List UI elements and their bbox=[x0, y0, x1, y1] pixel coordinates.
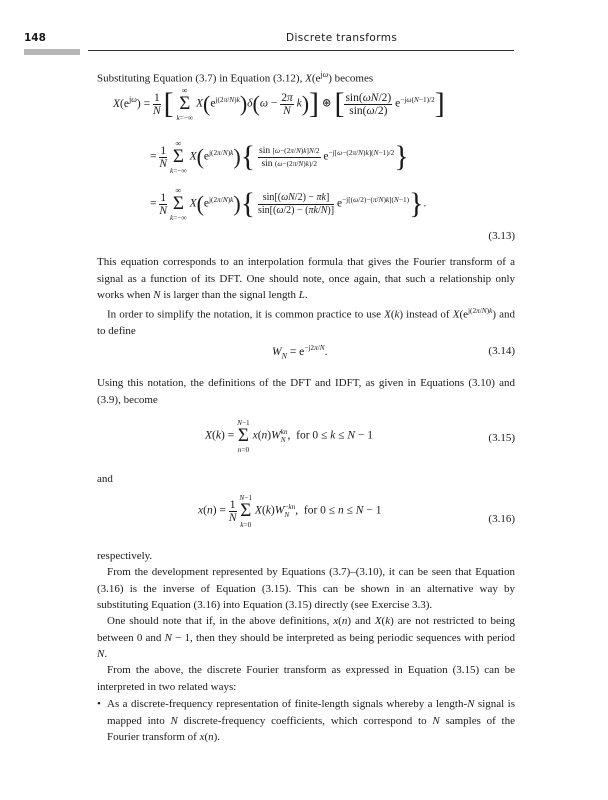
equation-3-15-number: (3.15) bbox=[488, 432, 515, 444]
para-intro: Substituting Equation (3.7) in Equation (3.12), $X(e^{j\omega})$ becomes bbox=[97, 70, 374, 85]
para-using-notation: Using this notation, the definitions of the DFT and IDFT, as given in Equations (3.10) and (3.9), become bbox=[97, 377, 515, 406]
word-and: and bbox=[97, 473, 113, 485]
running-header bbox=[24, 32, 514, 48]
running-title: Discrete transforms bbox=[286, 32, 398, 44]
equation-3-13-line-2: = $\frac{1}{N}$ ∞ Σ k=−∞ $X(e^{j(2\pi/N)k})${ $\frac{\sin [\omega-(2\pi/N)k]N/2}{\sin (\omega-(2\pi/N)k)/2}$ $e^{-j[\omega-(2\pi/N)k](N-1)/2}$} bbox=[150, 139, 409, 175]
equation-3-16-number: (3.16) bbox=[488, 513, 515, 525]
equation-3-13-line-3: = $\frac{1}{N}$ ∞ Σ k=−∞ $X(e^{j(2\pi/N)k})${ $\frac{\sin[(\omega N/2) - \pi k]}{\sin[(\omega/2) - (\pi k/N)]}$ $e^{-j[(\omega/2)-(\pi/N)k](N-1)}$}. bbox=[150, 186, 427, 222]
para-respectively: respectively. bbox=[97, 550, 153, 562]
bullet-item-1 bbox=[97, 696, 515, 746]
header-rule bbox=[88, 50, 514, 51]
equation-3-13-line-1: $X(e^{j\omega})$ = $\frac{1}{N}$ [ ∞ Σ k=−∞ $X(e^{j(2\pi/N)k})\delta(\omega$ − $\frac{2\pi}{N}$ k)] ⊛ [ $\frac{\sin(\omega N/2)}{\sin(\omega/2)}$ $e^{-j\omega(N-1)/2}$] bbox=[113, 86, 445, 122]
equation-3-13-number: (3.13) bbox=[488, 230, 515, 242]
page-number: 148 bbox=[24, 32, 46, 44]
para-simplify: In order to simplify the notation, it is common practice to use X(k) instead of $X(e^{j(2\pi/N)k})$ and to define bbox=[97, 306, 515, 338]
para-note-periodic: One should note that if, in the above definitions, x(n) and X(k) are not restricted to being between 0 and N − 1, then they should be interpreted as being periodic sequences with period N. bbox=[97, 615, 515, 660]
equation-3-14-number: (3.14) bbox=[488, 345, 515, 357]
header-tab-bar bbox=[24, 49, 80, 55]
para-from-above: From the above, the discrete Fourier transform as expressed in Equation (3.15) can be interpreted in two related ways: bbox=[97, 664, 515, 693]
bullet-item-1-text: As a discrete-frequency representation of finite-length signals whereby a length-N signal is mapped into N discrete-frequency coefficients, which correspond to N samples of the Fourier transform of x(n). bbox=[107, 698, 515, 743]
para-development: From the development represented by Equations (3.7)–(3.10), it can be seen that Equation (3.16) is the inverse of Equation (3.15). This can be shown in an alternative way by substituting Equation (3.16) into Equation (3.15) directly (see Exercise 3.3). bbox=[97, 566, 515, 611]
equation-3-15: X(k) = N−1 Σ n=0 $x(n)W_N^{kn}$, for 0 ≤ k ≤ N − 1 bbox=[205, 418, 374, 454]
equation-3-14: $W_N = e^{-j2\pi/N}$. bbox=[272, 343, 328, 361]
bullet-dot-icon: • bbox=[97, 698, 101, 710]
equation-3-16: x(n) = $\frac{1}{N}$ N−1 Σ k=0 $X(k)W_N^{-kn}$, for 0 ≤ n ≤ N − 1 bbox=[198, 493, 382, 529]
para-interpolation: This equation corresponds to an interpolation formula that gives the Fourier transform of a signal as a function of its DFT. One should note, once again, that such a relationship only works when N is larger than the signal length L. bbox=[97, 256, 515, 301]
